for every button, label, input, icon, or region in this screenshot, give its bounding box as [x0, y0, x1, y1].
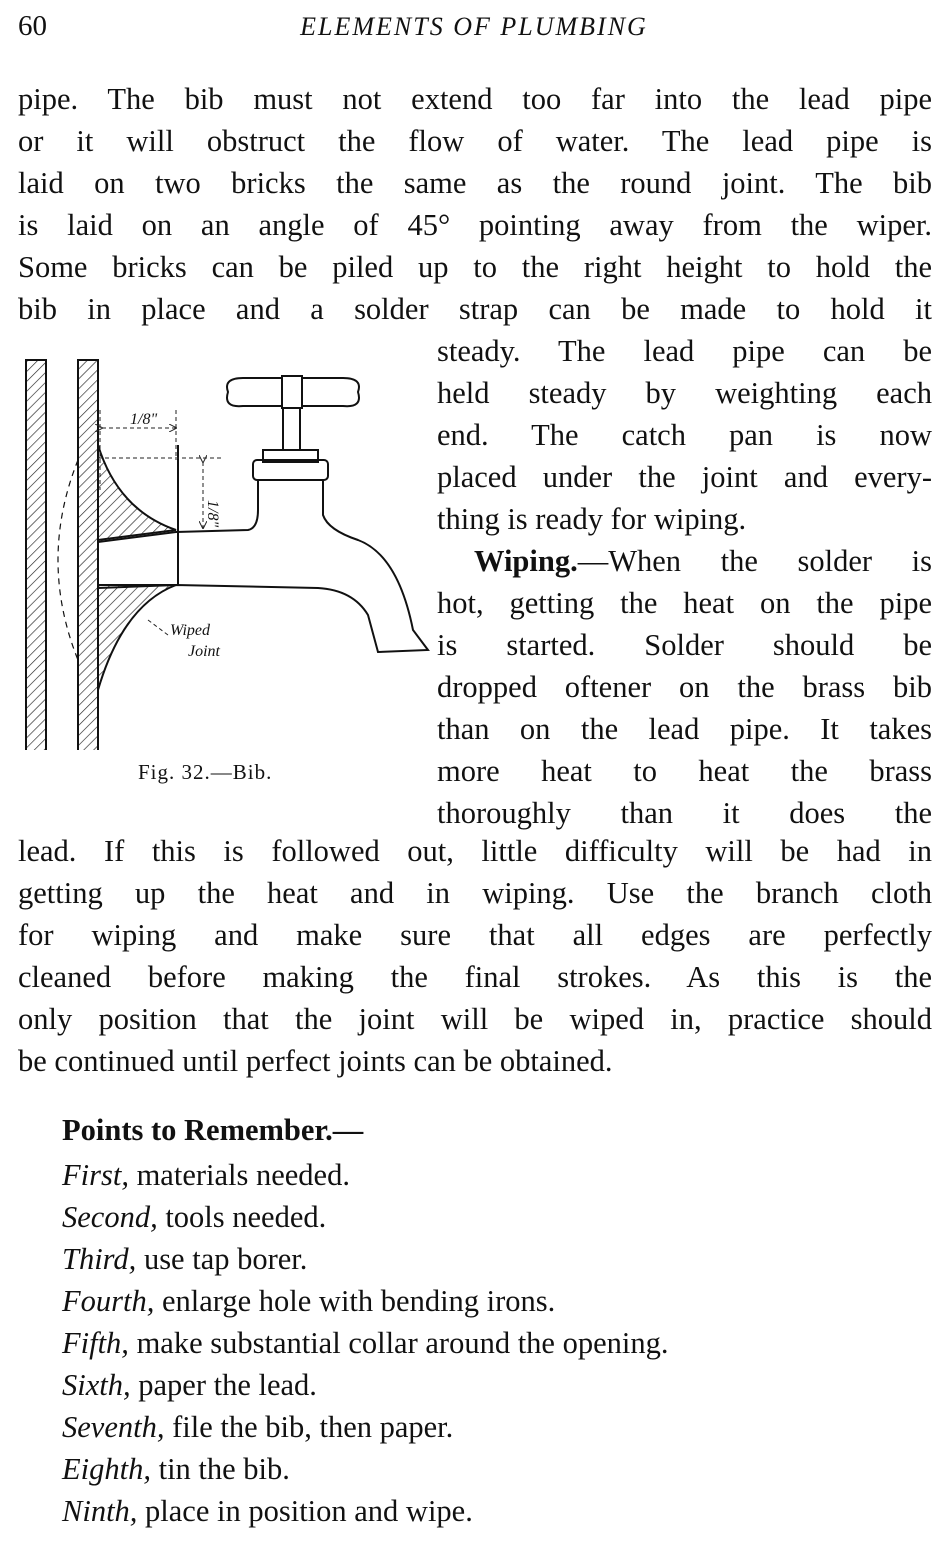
body-line: lead. If this is followed out, little difficulty will be had in: [18, 834, 932, 868]
body-line: getting up the heat and in wiping. Use the branch cloth: [18, 876, 932, 910]
body-line: pipe. The bib must not extend too far into the lead pipe: [18, 82, 932, 116]
list-ordinal: Third,: [62, 1242, 137, 1276]
body-line: [474, 540, 932, 582]
list-item: [62, 1490, 473, 1532]
body-line: thoroughly than it does the: [437, 796, 932, 830]
list-ordinal: Sixth,: [62, 1368, 131, 1402]
list-ordinal: Fourth,: [62, 1284, 155, 1318]
body-line: for wiping and make sure that all edges are perfectly: [18, 918, 932, 952]
list-text: tools needed.: [157, 1200, 327, 1234]
section-heading-wiping: Wiping.: [474, 544, 578, 578]
body-line: hot, getting the heat on the pipe: [437, 586, 932, 620]
list-item: [62, 1154, 350, 1196]
body-line: Some bricks can be piled up to the right height to hold the: [18, 250, 932, 284]
list-item: [62, 1364, 317, 1406]
body-line: than on the lead pipe. It takes: [437, 712, 932, 746]
list-item: [62, 1322, 668, 1364]
points-heading: Points to Remember.—: [62, 1113, 364, 1147]
list-ordinal: Second,: [62, 1200, 158, 1234]
list-text: file the bib, then paper.: [164, 1410, 454, 1444]
list-text: tin the bib.: [150, 1452, 290, 1486]
wiped-label: Wiped: [170, 622, 210, 639]
list-text: use tap borer.: [136, 1242, 308, 1276]
dim-horizontal-label: 1/8": [130, 411, 158, 428]
list-ordinal: Seventh,: [62, 1410, 165, 1444]
body-line: be continued until perfect joints can be obtained.: [18, 1044, 613, 1078]
body-line: is started. Solder should be: [437, 628, 932, 662]
body-line: cleaned before making the final strokes. As this is the: [18, 960, 932, 994]
body-line: held steady by weighting each: [437, 376, 932, 410]
list-item: [62, 1280, 555, 1322]
body-line: laid on two bricks the same as the round joint. The bib: [18, 166, 932, 200]
page-number: 60: [18, 10, 47, 42]
body-line: steady. The lead pipe can be: [437, 334, 932, 368]
running-title: ELEMENTS OF PLUMBING: [300, 12, 648, 41]
body-line: placed under the joint and every-: [437, 460, 932, 494]
list-text: paper the lead.: [130, 1368, 317, 1402]
body-line: bib in place and a solder strap can be made to hold it: [18, 292, 932, 326]
list-item: [62, 1448, 290, 1490]
list-ordinal: Ninth,: [62, 1494, 138, 1528]
figure-caption: Fig. 32.—Bib.: [138, 760, 273, 784]
list-text: place in position and wipe.: [137, 1494, 473, 1528]
bib-diagram: [18, 350, 433, 750]
body-line: thing is ready for wiping.: [437, 502, 747, 536]
list-ordinal: Fifth,: [62, 1326, 129, 1360]
body-line: more heat to heat the brass: [437, 754, 932, 788]
list-text: materials needed.: [128, 1158, 350, 1192]
list-text: enlarge hole with bending irons.: [154, 1284, 556, 1318]
body-text: —When the solder is: [577, 544, 932, 578]
dim-vertical-label: 1/8": [204, 500, 221, 528]
joint-label: Joint: [188, 643, 220, 660]
figure-32-bib: [18, 350, 433, 800]
page-header: [18, 10, 930, 46]
list-item: [62, 1196, 326, 1238]
body-line: dropped oftener on the brass bib: [437, 670, 932, 704]
body-line: or it will obstruct the flow of water. The lead pipe is: [18, 124, 932, 158]
list-item: [62, 1238, 307, 1280]
list-item: [62, 1406, 453, 1448]
list-ordinal: Eighth,: [62, 1452, 151, 1486]
body-line: only position that the joint will be wiped in, practice should: [18, 1002, 932, 1036]
list-text: make substantial collar around the opening.: [128, 1326, 669, 1360]
body-line: is laid on an angle of 45° pointing away from the wiper.: [18, 208, 932, 242]
list-ordinal: First,: [62, 1158, 129, 1192]
body-line: end. The catch pan is now: [437, 418, 932, 452]
